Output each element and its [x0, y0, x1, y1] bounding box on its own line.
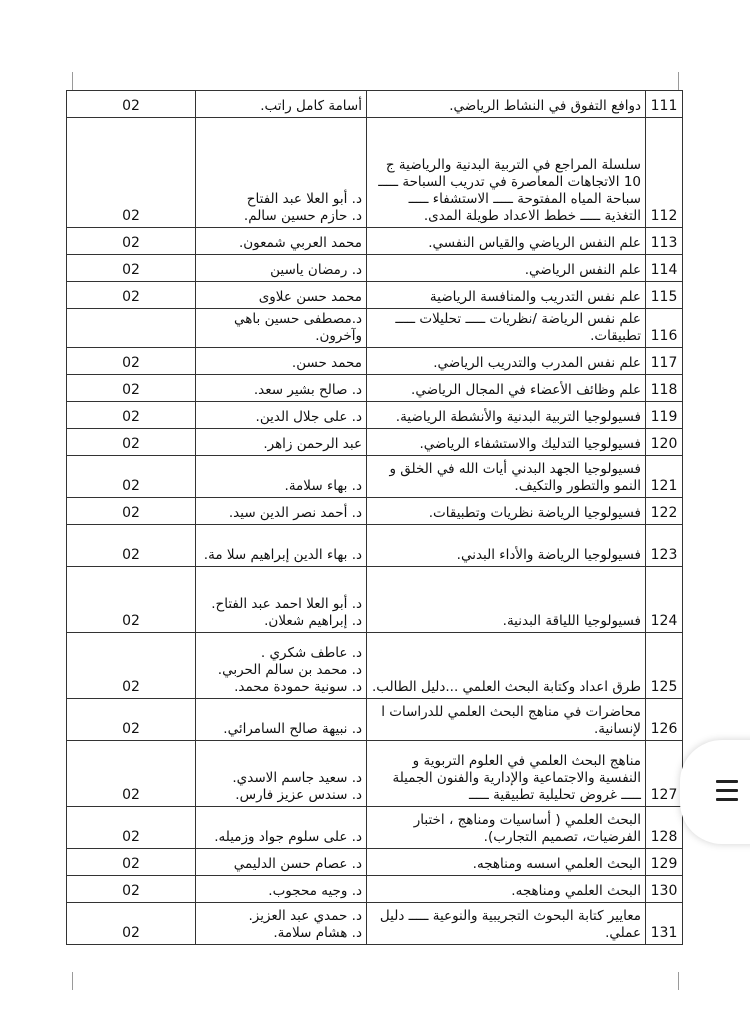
- table-row: [67, 741, 683, 807]
- copy-count: 02: [67, 375, 196, 402]
- table-row: [67, 876, 683, 903]
- row-number: 131: [646, 903, 683, 945]
- table-row: [67, 633, 683, 699]
- book-title: علم نفس المدرب والتدريب الرياضي.: [367, 348, 646, 375]
- crop-mark-bottom-right: [662, 972, 679, 990]
- author-name: محمد العربي شمعون.: [238, 235, 362, 251]
- book-authors: [196, 567, 367, 633]
- copy-count: 02: [67, 456, 196, 498]
- table-row: [67, 282, 683, 309]
- copy-count: 02: [67, 567, 196, 633]
- book-authors: [196, 402, 367, 429]
- book-list-table: [66, 90, 683, 945]
- hamburger-menu-icon-line: [716, 798, 738, 801]
- book-authors: [196, 741, 367, 807]
- table-row: [67, 525, 683, 567]
- author-name: د. إبراهيم شعلان.: [264, 613, 362, 629]
- row-number: 128: [646, 807, 683, 849]
- book-authors: [196, 228, 367, 255]
- copy-count: 02: [67, 348, 196, 375]
- author-name: د. بهاء الدين إبراهيم سلا مة.: [203, 547, 362, 563]
- book-title: علم وظائف الأعضاء في المجال الرياضي.: [367, 375, 646, 402]
- book-title: مناهج البحث العلمي في العلوم التربوية و النفسية والاجتماعية والإدارية والفنون الجميلة ـــــ غروض تحليلية تطبيقية ـــــ: [367, 741, 646, 807]
- row-number: 119: [646, 402, 683, 429]
- book-authors: [196, 807, 367, 849]
- book-title: البحث العلمي ( أساسيات ومناهج ، اختبار الفرضيات، تصميم التجارب).: [367, 807, 646, 849]
- book-title: سلسلة المراجع في التربية البدنية والرياضية ج 10 الاتجاهات المعاصرة في تدريب السباحة ـــــ سباحة المياه المفتوحة ـــــ الاستشفاء ـــــ التغذية ـــــ خطط الاعداد طويلة المدى.: [367, 118, 646, 228]
- book-authors: [196, 498, 367, 525]
- table-row: [67, 429, 683, 456]
- book-authors: [196, 429, 367, 456]
- copy-count: 02: [67, 525, 196, 567]
- table-row: [67, 699, 683, 741]
- copy-count: [67, 309, 196, 348]
- row-number: 123: [646, 525, 683, 567]
- table-row: [67, 255, 683, 282]
- table-row: [67, 402, 683, 429]
- row-number: 124: [646, 567, 683, 633]
- copy-count: 02: [67, 255, 196, 282]
- author-name: د. نبيهة صالح السامرائي.: [223, 721, 362, 737]
- author-name: د. محمد بن سالم الحربي.: [217, 662, 362, 678]
- crop-mark-bottom-left: [72, 972, 89, 990]
- copy-count: 02: [67, 903, 196, 945]
- table-row: [67, 849, 683, 876]
- author-name: د. هشام سلامة.: [273, 925, 362, 941]
- book-authors: [196, 255, 367, 282]
- author-name: محمد حسن.: [291, 355, 362, 371]
- author-name: د. سندس عزيز فارس.: [235, 787, 362, 803]
- book-title: البحث العلمي اسسه ومناهجه.: [367, 849, 646, 876]
- table-row: [67, 375, 683, 402]
- copy-count: 02: [67, 498, 196, 525]
- book-authors: [196, 375, 367, 402]
- author-name: د. صالح بشير سعد.: [253, 382, 362, 398]
- row-number: 117: [646, 348, 683, 375]
- crop-mark-top-right: [662, 72, 679, 90]
- author-name: أسامة كامل راتب.: [260, 98, 362, 114]
- copy-count: 02: [67, 91, 196, 118]
- copy-count: 02: [67, 429, 196, 456]
- book-title: فسيولوجيا التدليك والاستشفاء الرياضي.: [367, 429, 646, 456]
- copy-count: 02: [67, 876, 196, 903]
- table-row: [67, 567, 683, 633]
- author-name: محمد حسن علاوى: [258, 289, 362, 305]
- hamburger-menu-icon: [716, 780, 738, 783]
- row-number: 113: [646, 228, 683, 255]
- author-name: د. رمضان ياسين: [270, 262, 362, 278]
- copy-count: 02: [67, 807, 196, 849]
- book-authors: [196, 309, 367, 348]
- author-name: د. حازم حسين سالم.: [243, 208, 362, 224]
- row-number: 115: [646, 282, 683, 309]
- table-row: [67, 498, 683, 525]
- copy-count: 02: [67, 228, 196, 255]
- book-title: فسيولوجيا الرياضة والأداء البدني.: [367, 525, 646, 567]
- table-row: [67, 903, 683, 945]
- book-title: علم النفس الرياضي.: [367, 255, 646, 282]
- book-authors: [196, 633, 367, 699]
- book-title: فسيولوجيا اللياقة البدنية.: [367, 567, 646, 633]
- author-name: د. على جلال الدين.: [255, 409, 362, 425]
- book-authors: [196, 525, 367, 567]
- copy-count: 02: [67, 699, 196, 741]
- author-name: د. على سلوم جواد وزميله.: [214, 829, 362, 845]
- table-row: [67, 118, 683, 228]
- row-number: 127: [646, 741, 683, 807]
- book-title: فسيولوجيا التربية البدنية والأنشطة الرياضية.: [367, 402, 646, 429]
- book-authors: [196, 91, 367, 118]
- book-title: علم النفس الرياضي والقياس النفسي.: [367, 228, 646, 255]
- table-row: [67, 228, 683, 255]
- row-number: 121: [646, 456, 683, 498]
- row-number: 126: [646, 699, 683, 741]
- author-name: د.مصطفى حسين باهي وآخرون.: [234, 311, 362, 344]
- book-title: فسيولوجيا الجهد البدني أيات الله في الخلق و النمو والتطور والتكيف.: [367, 456, 646, 498]
- book-title: علم نفس الرياضة /نظريات ـــــ تحليلات ـــــ تطبيقات.: [367, 309, 646, 348]
- table-row: [67, 91, 683, 118]
- book-authors: [196, 456, 367, 498]
- author-name: د. حمدي عبد العزيز.: [248, 908, 362, 924]
- table-row: [67, 456, 683, 498]
- author-name: د. أبو العلا عبد الفتاح: [246, 191, 362, 207]
- book-authors: [196, 876, 367, 903]
- book-title: علم نفس التدريب والمنافسة الرياضية: [367, 282, 646, 309]
- author-name: د. وجيه محجوب.: [268, 883, 362, 899]
- author-name: د. أبو العلا احمد عبد الفتاح.: [211, 596, 362, 612]
- book-authors: [196, 118, 367, 228]
- book-title: معايير كتابة البحوث التجريبية والنوعية ـــــ دليل عملي.: [367, 903, 646, 945]
- book-authors: [196, 699, 367, 741]
- crop-mark-top-left: [72, 72, 89, 90]
- row-number: 129: [646, 849, 683, 876]
- copy-count: 02: [67, 402, 196, 429]
- hamburger-menu-icon-line: [716, 789, 738, 792]
- row-number: 111: [646, 91, 683, 118]
- book-authors: [196, 849, 367, 876]
- author-name: د. سعيد جاسم الاسدي.: [232, 770, 362, 786]
- menu-button[interactable]: [680, 740, 750, 844]
- copy-count: 02: [67, 849, 196, 876]
- copy-count: 02: [67, 741, 196, 807]
- author-name: د. أحمد نصر الدين سيد.: [228, 505, 362, 521]
- book-title: محاضرات في مناهج البحث العلمي للدراسات ا لإنسانية.: [367, 699, 646, 741]
- row-number: 130: [646, 876, 683, 903]
- row-number: 125: [646, 633, 683, 699]
- row-number: 122: [646, 498, 683, 525]
- row-number: 112: [646, 118, 683, 228]
- book-title: طرق اعداد وكتابة البحث العلمي ...دليل الطالب.: [367, 633, 646, 699]
- copy-count: 02: [67, 282, 196, 309]
- table-row: [67, 807, 683, 849]
- copy-count: 02: [67, 118, 196, 228]
- book-authors: [196, 903, 367, 945]
- row-number: 116: [646, 309, 683, 348]
- author-name: د. عاطف شكري .: [260, 645, 362, 661]
- author-name: عبد الرحمن زاهر.: [263, 436, 362, 452]
- book-authors: [196, 348, 367, 375]
- row-number: 114: [646, 255, 683, 282]
- author-name: د. سونية حمودة محمد.: [234, 679, 362, 695]
- copy-count: 02: [67, 633, 196, 699]
- book-title: فسيولوجيا الرياضة نظريات وتطبيقات.: [367, 498, 646, 525]
- row-number: 120: [646, 429, 683, 456]
- author-name: د. بهاء سلامة.: [284, 478, 362, 494]
- book-title: دوافع التفوق في النشاط الرياضي.: [367, 91, 646, 118]
- book-title: البحث العلمي ومناهجه.: [367, 876, 646, 903]
- table-row: [67, 309, 683, 348]
- book-authors: [196, 282, 367, 309]
- author-name: د. عصام حسن الدليمي: [233, 856, 362, 872]
- row-number: 118: [646, 375, 683, 402]
- table-row: [67, 348, 683, 375]
